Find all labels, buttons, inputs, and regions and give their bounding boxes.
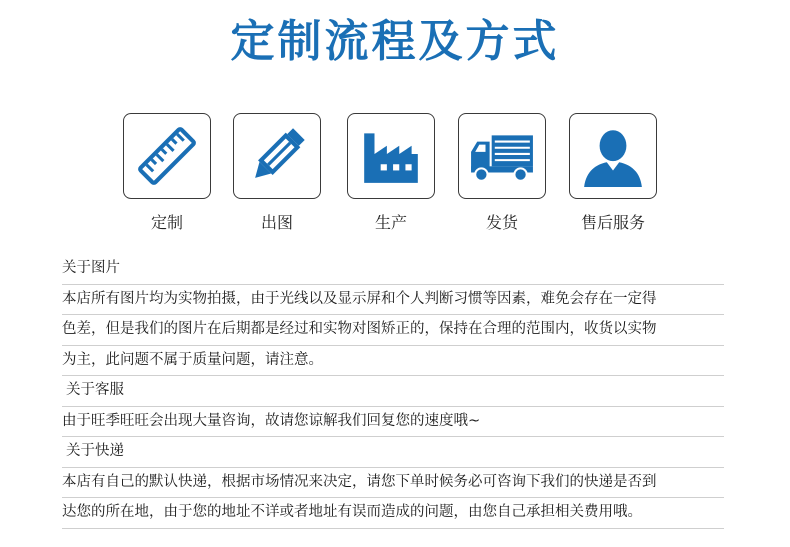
ruler-icon	[134, 123, 200, 189]
step-drawing	[227, 113, 327, 233]
step-label: 出图	[260, 213, 293, 232]
section-line: 色差，但是我们的图片在后期都是经过和实物对图矫正的，保持在合理的范围内，收货以实物	[62, 315, 724, 346]
section-line: 为主，此问题不属于质量问题，请注意。	[62, 346, 724, 377]
truck-icon	[469, 123, 535, 189]
pencil-icon	[244, 123, 310, 189]
step-icon-box	[458, 113, 546, 199]
step-icon-box	[123, 113, 211, 199]
step-production	[341, 113, 441, 233]
step-label: 发货	[485, 213, 518, 232]
section-line: 由于旺季旺旺会出现大量咨询，故请您谅解我们回复您的速度哦~	[62, 407, 724, 438]
step-label: 生产	[374, 213, 407, 232]
section-heading-service: 关于客服	[62, 376, 724, 407]
section-line: 本店所有图片均为实物拍摄，由于光线以及显示屏和个人判断习惯等因素，难免会存在一定得	[62, 285, 724, 316]
section-line: 达您的所在地，由于您的地址不详或者地址有误而造成的问题，由您自己承担相关费用哦。	[62, 498, 724, 529]
step-label: 定制	[150, 213, 183, 232]
person-icon	[580, 123, 646, 189]
process-steps	[0, 113, 790, 243]
page-title: 定制流程及方式	[230, 16, 560, 67]
step-shipping	[452, 113, 552, 233]
step-icon-box	[233, 113, 321, 199]
info-section	[62, 254, 724, 529]
step-icon-box	[569, 113, 657, 199]
section-line: 本店有自己的默认快递，根据市场情况来决定，请您下单时候务必可咨询下我们的快递是否到	[62, 468, 724, 499]
section-heading-photos: 关于图片	[62, 254, 724, 285]
factory-icon	[358, 123, 424, 189]
step-customize	[117, 113, 217, 233]
step-label: 售后服务	[580, 213, 645, 232]
section-heading-delivery: 关于快递	[62, 437, 724, 468]
step-after-sales	[563, 113, 663, 233]
step-icon-box	[347, 113, 435, 199]
